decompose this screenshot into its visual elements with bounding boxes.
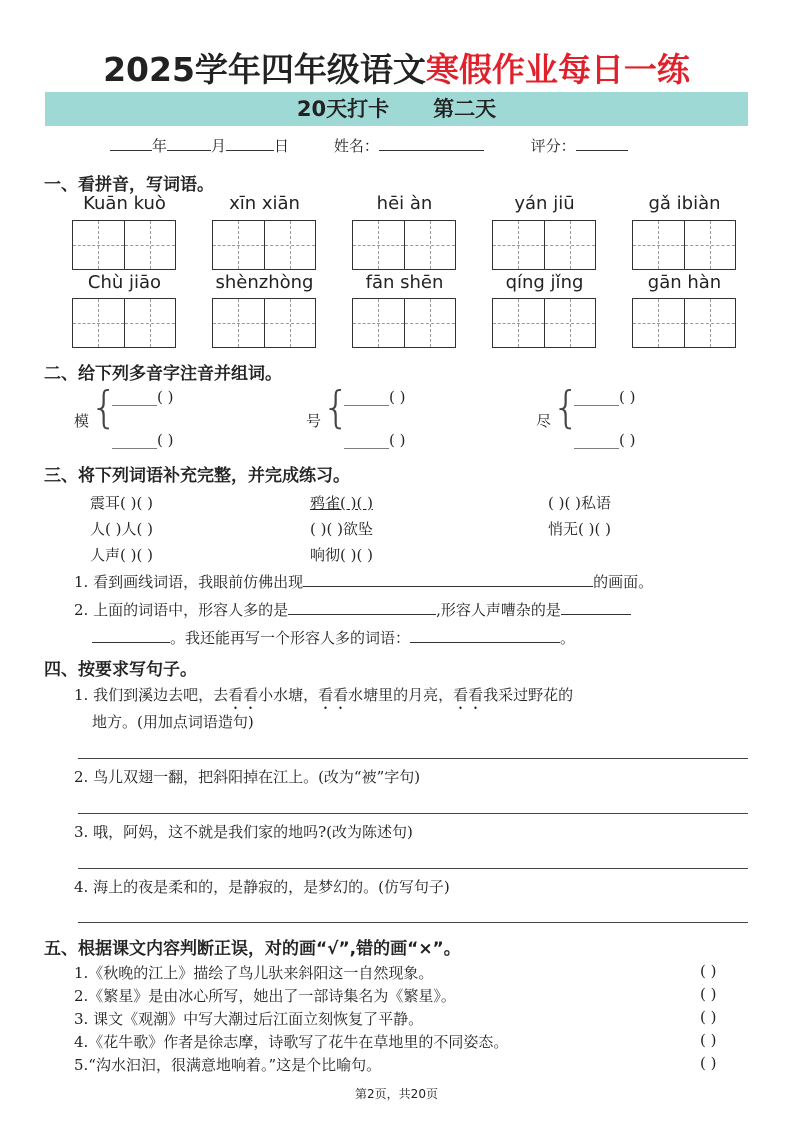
polyphone-char: 模	[74, 412, 90, 430]
answer-line[interactable]	[78, 758, 748, 759]
month-label: 月	[211, 137, 227, 155]
pinyin-label: hēi àn	[376, 193, 433, 214]
year-label: 年	[152, 137, 168, 155]
writing-grid[interactable]	[352, 298, 456, 348]
section-4-heading: 四、按要求写句子。	[44, 660, 197, 680]
s4-question-1: 1. 我们到溪边去吧，去看看小水塘，看看水塘里的月亮，看看我采过野花的	[74, 686, 574, 704]
pinyin-label: Chù jiāo	[87, 272, 162, 293]
section-2-heading: 二、给下列多音字注音并组词。	[44, 364, 282, 384]
answer-parentheses[interactable]: ( )	[700, 1031, 717, 1049]
day-label: 日	[274, 137, 290, 155]
brace-icon: {	[322, 382, 350, 433]
answer-blank[interactable]	[561, 600, 631, 615]
answer-parentheses[interactable]: ( )	[700, 962, 717, 980]
answer-blank[interactable]	[410, 628, 560, 643]
s3-question-2-cont: 。我还能再写一个形容人多的词语： 。	[92, 627, 575, 648]
pinyin-label: fān shēn	[365, 272, 444, 293]
writing-grid[interactable]	[632, 220, 736, 270]
s3-question-1: 1. 看到画线词语，我眼前仿佛出现 的画面。	[74, 573, 654, 591]
answer-blank[interactable]	[92, 628, 170, 643]
judgement-item: 3. 课文《观潮》中写大潮过后江面立刻恢复了平静。	[74, 1010, 424, 1028]
writing-grid[interactable]	[352, 220, 456, 270]
page-title	[0, 44, 793, 91]
pinyin-blank[interactable]: ______( )	[344, 431, 406, 449]
polyphone-char: 尽	[536, 412, 552, 430]
answer-blank[interactable]	[303, 572, 593, 587]
answer-line[interactable]	[78, 868, 748, 869]
section-5-heading: 五、根据课文内容判断正误，对的画“√”,错的画“×”。	[44, 939, 461, 959]
s4-question-4: 4. 海上的夜是柔和的，是静寂的，是梦幻的。(仿写句子)	[74, 878, 450, 896]
banner-left: 20天打卡	[296, 97, 390, 121]
day-banner	[45, 92, 748, 126]
brace-icon: {	[552, 382, 580, 433]
judgement-item: 2.《繁星》是由冰心所写，她出了一部诗集名为《繁星》。	[74, 987, 456, 1005]
judgement-item: 1.《秋晚的江上》描绘了鸟儿驮来斜阳这一自然现象。	[74, 964, 434, 982]
writing-grid[interactable]	[492, 220, 596, 270]
pinyin-label: gǎ ibiàn	[648, 193, 721, 214]
pinyin-label: Kuān kuò	[83, 193, 166, 214]
s3-question-2: 2. 上面的词语中，形容人多的是 ,形容人声嘈杂的是	[74, 599, 631, 620]
title-black: 2025学年四年级语文	[103, 50, 426, 89]
pinyin-label: shènzhòng	[215, 272, 314, 293]
writing-grid[interactable]	[212, 298, 316, 348]
page-footer: 第2页，共20页	[355, 1087, 438, 1101]
writing-grid[interactable]	[72, 298, 176, 348]
fill-in-idiom[interactable]: 响彻( )( )	[310, 546, 373, 564]
polyphone-char: 号	[306, 412, 322, 430]
brace-icon: {	[90, 382, 118, 433]
answer-parentheses[interactable]: ( )	[700, 1054, 717, 1072]
fill-in-idiom[interactable]: ( )( )欲坠	[310, 520, 373, 538]
answer-blank[interactable]	[288, 600, 436, 615]
section-1-heading: 一、看拼音，写词语。	[44, 175, 214, 195]
title-red: 寒假作业每日一练	[425, 50, 690, 89]
writing-grid[interactable]	[212, 220, 316, 270]
pinyin-label: qíng jǐng	[505, 272, 584, 293]
pinyin-blank[interactable]: ______( )	[112, 431, 174, 449]
judgement-item: 4.《花牛歌》作者是徐志摩，诗歌写了花牛在草地里的不同姿态。	[74, 1033, 509, 1051]
name-field[interactable]	[379, 136, 484, 151]
s4-question-2: 2. 鸟儿双翅一翻，把斜阳掉在江上。(改为“被”字句)	[74, 768, 421, 786]
pinyin-label: xīn xiān	[229, 193, 300, 214]
score-label: 评分：	[530, 137, 576, 155]
pinyin-blank[interactable]: ______( )	[574, 431, 636, 449]
writing-grid[interactable]	[632, 298, 736, 348]
answer-parentheses[interactable]: ( )	[700, 985, 717, 1003]
fill-in-idiom[interactable]: 鸦雀( )( )	[310, 494, 373, 512]
writing-grid[interactable]	[492, 298, 596, 348]
pinyin-blank[interactable]: ______( )	[112, 388, 174, 406]
pinyin-blank[interactable]: ______( )	[574, 388, 636, 406]
header-line	[110, 135, 628, 156]
pinyin-label: gān hàn	[647, 272, 722, 293]
name-label: 姓名：	[333, 137, 379, 155]
banner-right: 第二天	[433, 97, 497, 121]
section-3-heading: 三、将下列词语补充完整，并完成练习。	[44, 466, 350, 486]
fill-in-idiom[interactable]: 悄无( )( )	[548, 520, 611, 538]
judgement-item: 5.“沟水汩汩，很满意地响着。”这是个比喻句。	[74, 1056, 382, 1074]
pinyin-label: yán jiū	[514, 193, 575, 214]
s4-question-1-cont: 地方。(用加点词语造句)	[92, 713, 254, 731]
answer-line[interactable]	[78, 813, 748, 814]
writing-grid[interactable]	[72, 220, 176, 270]
score-field[interactable]	[576, 136, 628, 151]
answer-parentheses[interactable]: ( )	[700, 1008, 717, 1026]
fill-in-idiom[interactable]: 震耳( )( )	[90, 494, 153, 512]
s4-question-3: 3. 哦，阿妈，这不就是我们家的地吗?(改为陈述句)	[74, 823, 413, 841]
pinyin-blank[interactable]: ______( )	[344, 388, 406, 406]
fill-in-idiom[interactable]: 人( )人( )	[90, 520, 153, 538]
fill-in-idiom[interactable]: 人声( )( )	[90, 546, 153, 564]
fill-in-idiom[interactable]: ( )( )私语	[548, 494, 611, 512]
answer-line[interactable]	[78, 922, 748, 923]
